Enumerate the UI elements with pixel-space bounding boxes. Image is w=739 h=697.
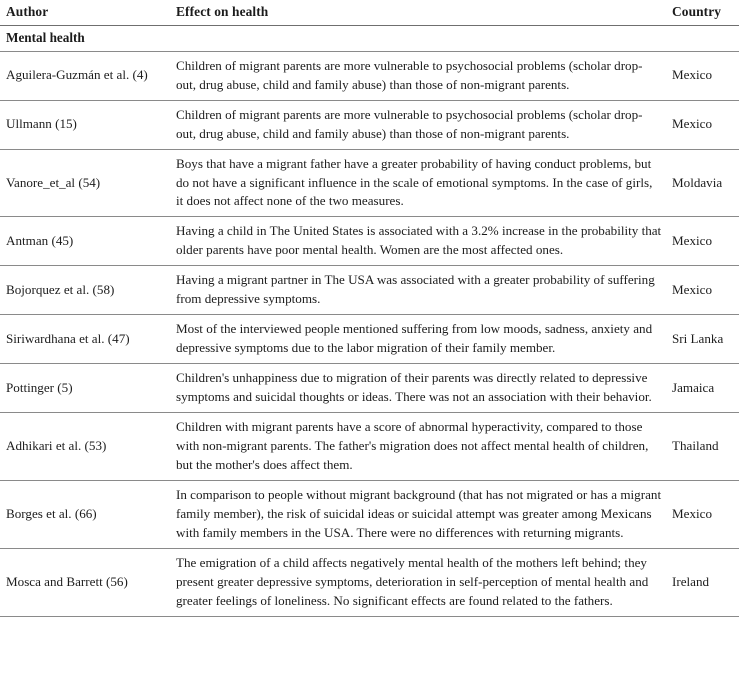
table-row (0, 315, 739, 364)
cell-country: Mexico (668, 266, 739, 315)
cell-country: Jamaica (668, 364, 739, 413)
cell-author: Bojorquez et al. (58) (0, 266, 172, 315)
section-row-mental-health (0, 26, 739, 51)
cell-effect: Having a migrant partner in The USA was associated with a greater probability of suffering from depressive symptoms. (172, 266, 668, 315)
table-row (0, 149, 739, 217)
cell-country: Sri Lanka (668, 315, 739, 364)
cell-author: Pottinger (5) (0, 364, 172, 413)
cell-author: Borges et al. (66) (0, 481, 172, 549)
table-row (0, 481, 739, 549)
column-header-country: Country (668, 0, 739, 26)
cell-country: Ireland (668, 549, 739, 617)
table-row (0, 100, 739, 149)
table-header-row (0, 0, 739, 26)
table-row (0, 217, 739, 266)
table-row (0, 51, 739, 100)
table-row (0, 266, 739, 315)
cell-author: Vanore_et_al (54) (0, 149, 172, 217)
cell-effect: The emigration of a child affects negatively mental health of the mothers left behind; they present greater depressive symptoms, deterioration in self-perception of mental health and greater feelings of loneliness. No significant effects are found related to the fathers. (172, 549, 668, 617)
cell-effect: Children's unhappiness due to migration of their parents was directly related to depressive symptoms and suicidal thoughts or ideas. There was not an association with their behavior. (172, 364, 668, 413)
cell-author: Siriwardhana et al. (47) (0, 315, 172, 364)
cell-effect: Having a child in The United States is associated with a 3.2% increase in the probability that older parents have poor mental health. Women are the most affected ones. (172, 217, 668, 266)
cell-effect: Children of migrant parents are more vulnerable to psychosocial problems (scholar drop-out, drug abuse, child and family abuse) than those of non-migrant parents. (172, 51, 668, 100)
column-header-author: Author (0, 0, 172, 26)
cell-author: Antman (45) (0, 217, 172, 266)
cell-country: Moldavia (668, 149, 739, 217)
cell-author: Aguilera-Guzmán et al. (4) (0, 51, 172, 100)
cell-country: Thailand (668, 413, 739, 481)
cell-author: Mosca and Barrett (56) (0, 549, 172, 617)
section-label: Mental health (0, 26, 739, 51)
cell-author: Ullmann (15) (0, 100, 172, 149)
cell-effect: Boys that have a migrant father have a greater probability of having conduct problems, but do not have a significant influence in the scale of emotional symptoms. In the case of girls, it does not affect none of the two measures. (172, 149, 668, 217)
cell-author: Adhikari et al. (53) (0, 413, 172, 481)
table-row (0, 364, 739, 413)
table-header (0, 0, 739, 26)
table-row (0, 413, 739, 481)
column-header-effect: Effect on health (172, 0, 668, 26)
cell-country: Mexico (668, 51, 739, 100)
cell-country: Mexico (668, 100, 739, 149)
cell-effect: In comparison to people without migrant background (that has not migrated or has a migrant family member), the risk of suicidal ideas or suicidal attempt was greater among Mexicans with family members in the USA. There were no differences with returning migrants. (172, 481, 668, 549)
cell-effect: Most of the interviewed people mentioned suffering from low moods, sadness, anxiety and depressive symptoms due to the labor migration of their family member. (172, 315, 668, 364)
cell-country: Mexico (668, 481, 739, 549)
cell-effect: Children of migrant parents are more vulnerable to psychosocial problems (scholar drop-out, drug abuse, child and family abuse) than those of non-migrant parents. (172, 100, 668, 149)
cell-effect: Children with migrant parents have a score of abnormal hyperactivity, compared to those with non-migrant parents. The father's migration does not affect mental health of children, but the mother's does affect them. (172, 413, 668, 481)
table-body (0, 26, 739, 617)
table-row (0, 549, 739, 617)
cell-country: Mexico (668, 217, 739, 266)
